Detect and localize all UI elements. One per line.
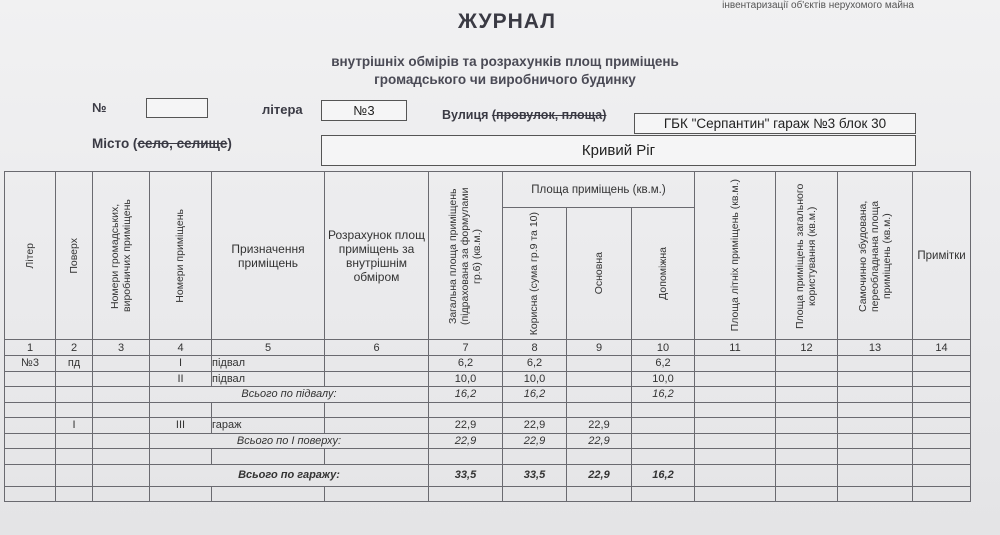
header-useful: Корисна (сума гр.9 та 10) xyxy=(503,208,567,340)
table-row xyxy=(5,418,971,434)
subtitle-line-1: внутрішніх обмірів та розрахунків площ приміщень xyxy=(331,54,679,69)
header-notes: Примітки xyxy=(913,172,971,340)
cell-main xyxy=(567,371,632,387)
cell-total: 22,9 xyxy=(429,433,503,449)
col-num: 4 xyxy=(150,340,212,356)
col-num: 9 xyxy=(567,340,632,356)
cell-empty xyxy=(913,371,971,387)
header-purpose: Призначення приміщень xyxy=(212,172,325,340)
cell-empty xyxy=(776,371,838,387)
cell-empty xyxy=(838,387,913,403)
cell-useful: 33,5 xyxy=(503,464,567,486)
header-auxiliary: Допоміжна xyxy=(632,208,695,340)
cell-liter xyxy=(5,418,56,434)
cell-calc xyxy=(325,371,429,387)
col-num: 7 xyxy=(429,340,503,356)
header-unauthorized: Самочинно збудована, переобладнана площа приміщень (кв.м.) xyxy=(838,172,913,340)
cell-useful: 22,9 xyxy=(503,433,567,449)
cell-empty xyxy=(695,356,776,372)
cell-empty xyxy=(695,387,776,403)
cell-empty xyxy=(93,433,150,449)
cell-empty xyxy=(695,433,776,449)
header-calculation: Розрахунок площ приміщень за внутрішнім обміром xyxy=(325,172,429,340)
header-total-area: Загальна площа приміщень (підрахована за формулами гр.6) (кв.м.) xyxy=(429,172,503,340)
cell-empty xyxy=(913,433,971,449)
cell-empty xyxy=(695,464,776,486)
cell-empty xyxy=(5,464,56,486)
cell-liter: №3 xyxy=(5,356,56,372)
cell-empty xyxy=(838,356,913,372)
col-num: 10 xyxy=(632,340,695,356)
cell-empty xyxy=(56,387,93,403)
cell-empty xyxy=(838,433,913,449)
cell-aux xyxy=(632,418,695,434)
city-label-suffix: ) xyxy=(227,136,232,151)
cell-empty xyxy=(838,371,913,387)
cell-useful: 22,9 xyxy=(503,418,567,434)
cell-empty xyxy=(776,356,838,372)
journal-title: ЖУРНАЛ xyxy=(458,10,556,33)
litera-label: літера xyxy=(262,102,303,117)
cell-empty xyxy=(776,418,838,434)
header-floor: Поверх xyxy=(56,172,93,340)
street-label-prefix: Вулиця xyxy=(442,108,492,122)
header-liter: Літер xyxy=(5,172,56,340)
city-label-strike: село, селище xyxy=(137,136,228,151)
cell-main: 22,9 xyxy=(567,433,632,449)
cell-main xyxy=(567,356,632,372)
cell-empty xyxy=(776,433,838,449)
header-group-numbers: Номери громадських, виробничих приміщень xyxy=(93,172,150,340)
cell-group xyxy=(93,371,150,387)
number-field[interactable] xyxy=(146,98,208,118)
cell-aux: 16,2 xyxy=(632,464,695,486)
cell-total: 10,0 xyxy=(429,371,503,387)
measurements-table xyxy=(4,171,971,502)
col-num: 1 xyxy=(5,340,56,356)
cell-empty xyxy=(913,418,971,434)
col-num: 8 xyxy=(503,340,567,356)
cell-calc xyxy=(325,418,429,434)
cell-main: 22,9 xyxy=(567,464,632,486)
cell-empty xyxy=(913,387,971,403)
cell-total: 6,2 xyxy=(429,356,503,372)
cell-aux: 16,2 xyxy=(632,387,695,403)
col-num: 13 xyxy=(838,340,913,356)
city-field[interactable]: Кривий Ріг xyxy=(321,135,916,166)
cell-purpose: підвал xyxy=(212,371,325,387)
col-num: 12 xyxy=(776,340,838,356)
cell-empty xyxy=(56,433,93,449)
col-num: 6 xyxy=(325,340,429,356)
total-label: Всього по гаражу: xyxy=(150,464,429,486)
number-label: № xyxy=(92,100,107,115)
cell-empty xyxy=(776,387,838,403)
subtitle-line-2: громадського чи виробничого будинку xyxy=(374,72,636,87)
corner-note: інвентаризації об'єктів нерухомого майна xyxy=(722,0,914,11)
column-number-row xyxy=(5,340,971,356)
cell-useful: 16,2 xyxy=(503,387,567,403)
header-main: Основна xyxy=(567,208,632,340)
city-label-prefix: Місто ( xyxy=(92,136,138,151)
total-row-garage xyxy=(5,464,971,486)
cell-empty xyxy=(776,464,838,486)
cell-room: II xyxy=(150,371,212,387)
cell-empty xyxy=(5,433,56,449)
street-label-strike: (провулок, площа) xyxy=(491,108,607,122)
col-num: 3 xyxy=(93,340,150,356)
city-label xyxy=(92,136,232,151)
blank-row xyxy=(5,402,971,418)
cell-useful: 6,2 xyxy=(503,356,567,372)
cell-empty xyxy=(93,387,150,403)
cell-total: 22,9 xyxy=(429,418,503,434)
cell-room: I xyxy=(150,356,212,372)
cell-empty xyxy=(56,464,93,486)
subtotal-label: Всього по підвалу: xyxy=(150,387,429,403)
col-num: 14 xyxy=(913,340,971,356)
col-num: 11 xyxy=(695,340,776,356)
table-row xyxy=(5,371,971,387)
cell-empty xyxy=(838,464,913,486)
header-area-group: Площа приміщень (кв.м.) xyxy=(503,172,695,208)
cell-floor xyxy=(56,371,93,387)
cell-empty xyxy=(695,371,776,387)
cell-group xyxy=(93,356,150,372)
cell-aux: 6,2 xyxy=(632,356,695,372)
litera-field[interactable]: №3 xyxy=(321,100,407,121)
col-num: 5 xyxy=(212,340,325,356)
street-label xyxy=(442,108,606,122)
subtotal-label: Всього по I поверху: xyxy=(150,433,429,449)
cell-calc xyxy=(325,356,429,372)
cell-main xyxy=(567,387,632,403)
header-common-use: Площа приміщень загального користування (кв.м.) xyxy=(776,172,838,340)
subtotal-row-basement xyxy=(5,387,971,403)
cell-room: III xyxy=(150,418,212,434)
cell-empty xyxy=(93,464,150,486)
cell-aux: 10,0 xyxy=(632,371,695,387)
subtotal-row-floor1 xyxy=(5,433,971,449)
cell-floor: пд xyxy=(56,356,93,372)
cell-useful: 10,0 xyxy=(503,371,567,387)
cell-empty xyxy=(838,418,913,434)
cell-empty xyxy=(913,356,971,372)
cell-group xyxy=(93,418,150,434)
cell-purpose: підвал xyxy=(212,356,325,372)
cell-floor: I xyxy=(56,418,93,434)
cell-empty xyxy=(913,464,971,486)
cell-liter xyxy=(5,371,56,387)
header-summer: Площа літніх приміщень (кв.м.) xyxy=(695,172,776,340)
cell-empty xyxy=(5,387,56,403)
table-row xyxy=(5,356,971,372)
blank-row xyxy=(5,449,971,465)
cell-aux xyxy=(632,433,695,449)
cell-total: 33,5 xyxy=(429,464,503,486)
blank-row xyxy=(5,486,971,502)
col-num: 2 xyxy=(56,340,93,356)
cell-total: 16,2 xyxy=(429,387,503,403)
cell-main: 22,9 xyxy=(567,418,632,434)
street-field[interactable]: ГБК "Серпантин" гараж №3 блок 30 xyxy=(634,113,916,134)
header-room-numbers: Номери приміщень xyxy=(150,172,212,340)
cell-empty xyxy=(695,418,776,434)
cell-purpose: гараж xyxy=(212,418,325,434)
